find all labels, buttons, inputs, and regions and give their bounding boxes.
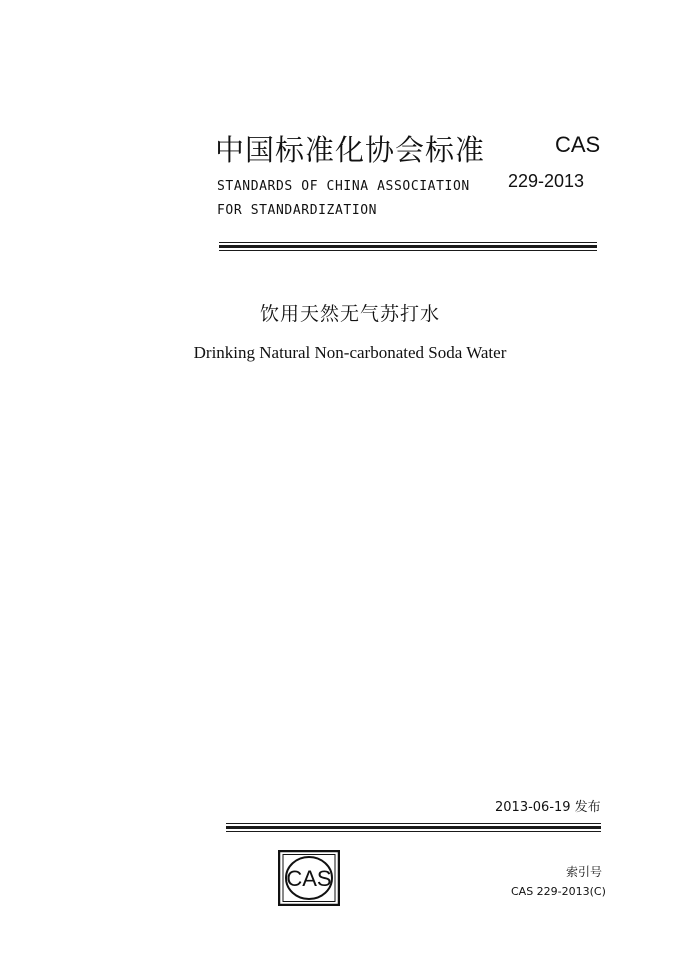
standard-number: 229-2013 — [508, 171, 585, 191]
index-number: CAS 229-2013(C) — [511, 885, 606, 898]
document-title-en: Drinking Natural Non-carbonated Soda Water — [193, 343, 507, 362]
footer-divider — [226, 823, 601, 833]
standard-code-prefix: CAS — [555, 132, 601, 157]
cas-logo — [278, 850, 340, 906]
organization-name-cn: 中国标准化协会标准 — [215, 133, 486, 167]
index-number-label: 索引号 — [566, 865, 603, 879]
issue-date: 2013-06-19 发布 — [495, 800, 601, 815]
organization-name-en: STANDARDS OF CHINA ASSOCIATION FOR STANDARDIZATION — [217, 179, 470, 218]
document-title-cn: 饮用天然无气苏打水 — [259, 303, 440, 325]
header-divider — [219, 242, 597, 252]
svg-text:CAS: CAS — [286, 866, 332, 891]
